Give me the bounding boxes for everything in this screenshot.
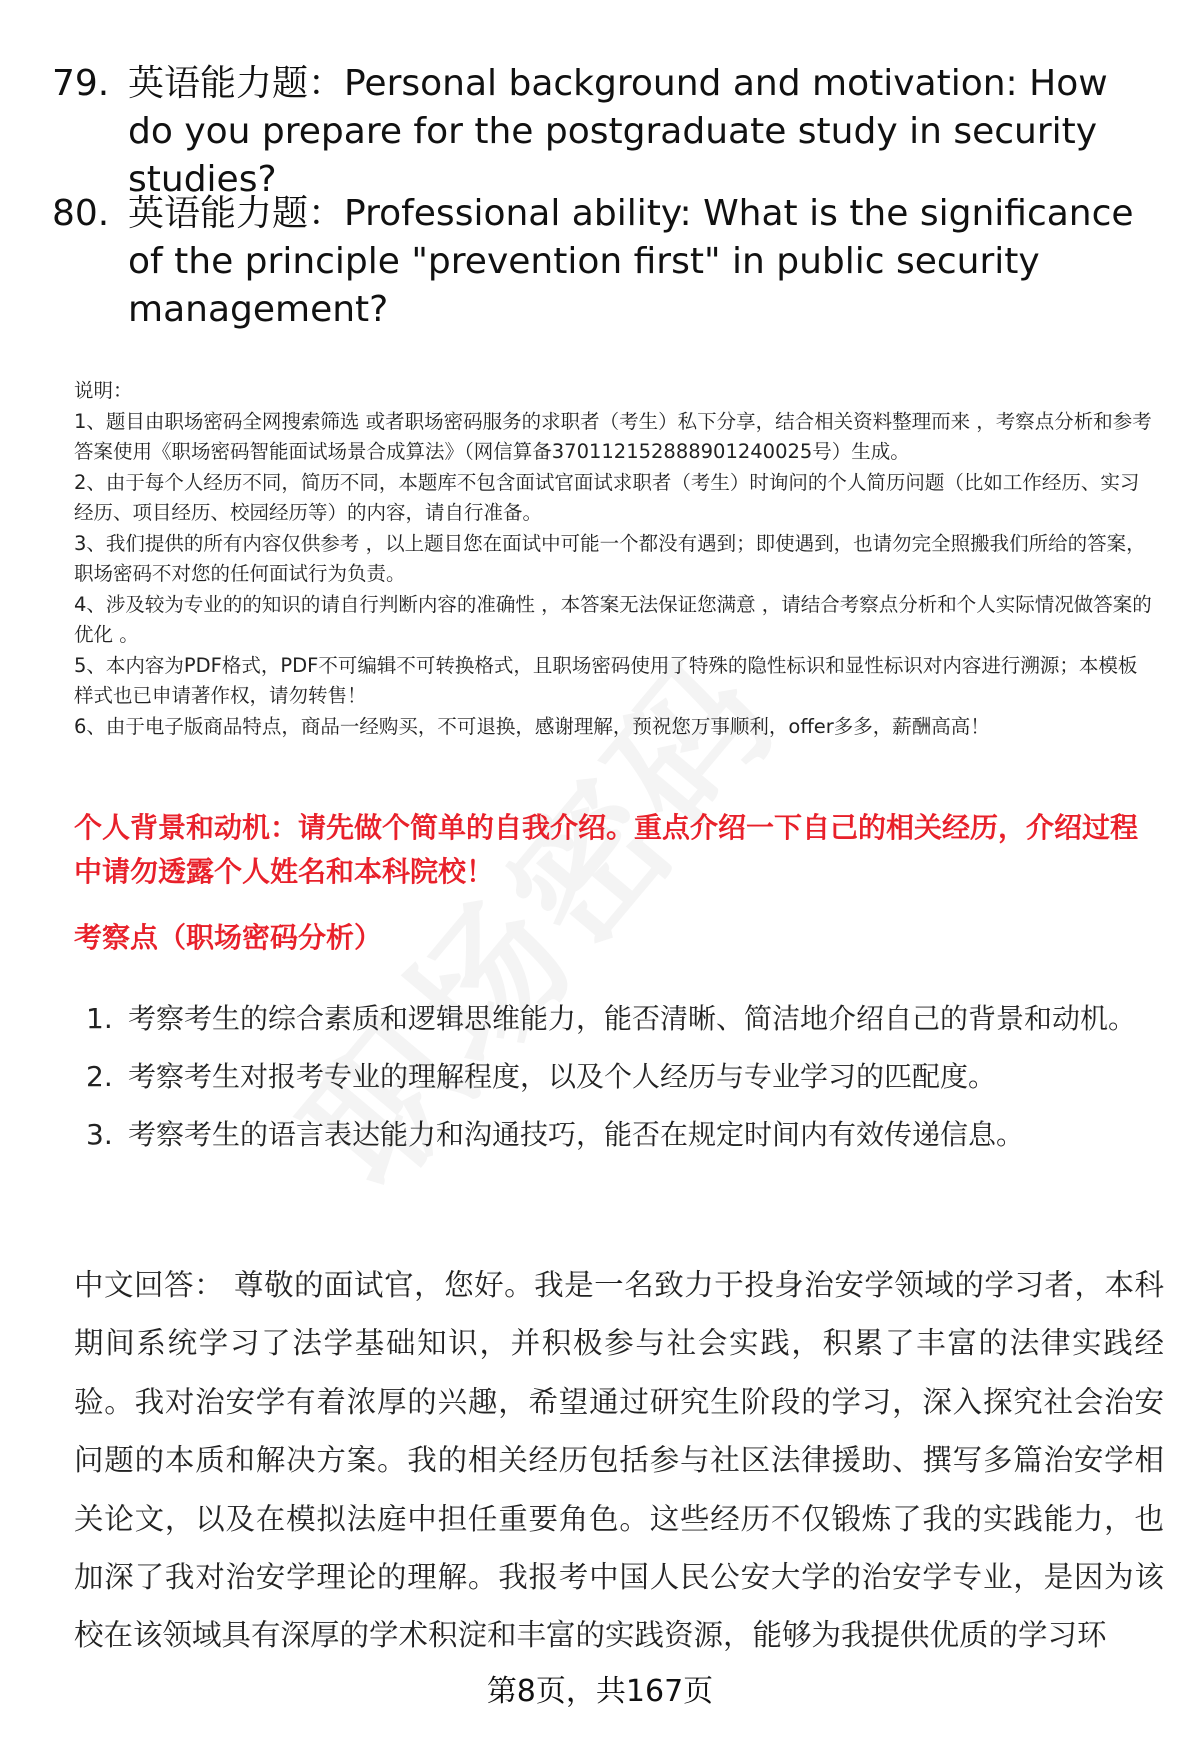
- question-text: 英语能力题：Professional ability: What is the significance of the principle "prevention first" in public security management?: [128, 193, 1134, 330]
- point-text: 考察考生的综合素质和逻辑思维能力，能否清晰、简洁地介绍自己的背景和动机。: [128, 1002, 1137, 1035]
- notes-heading: 说明：: [74, 379, 133, 402]
- point-number: 2.: [86, 1060, 113, 1093]
- notes-block: [74, 376, 1154, 742]
- question-title: 个人背景和动机：请先做个简单的自我介绍。重点介绍一下自己的相关经历，介绍过程中请勿透露个人姓名和本科院校！: [74, 811, 1139, 888]
- analysis-points: [74, 990, 1154, 1164]
- note-item: 2、由于每个人经历不同，简历不同，本题库不包含面试官面试求职者（考生）时询问的个人简历问题（比如工作经历、实习经历、项目经历、校园经历等）的内容，请自行准备。: [74, 470, 1140, 524]
- note-item: 6、由于电子版商品特点，商品一经购买，不可退换，感谢理解，预祝您万事顺利，offer多多，薪酬高高！: [74, 714, 990, 738]
- list-item: [74, 1048, 1154, 1106]
- point-text: 考察考生的语言表达能力和沟通技巧，能否在规定时间内有效传递信息。: [128, 1118, 1025, 1151]
- question-text: 英语能力题：Personal background and motivation: How do you prepare for the postgraduate study in security studies?: [128, 63, 1108, 200]
- answer-paragraph: 中文回答： 尊敬的面试官，您好。我是一名致力于投身治安学领域的学习者，本科期间系统学习了法学基础知识，并积极参与社会实践，积累了丰富的法律实践经验。我对治安学有着浓厚的兴趣，希望通过研究生阶段的学习，深入探究社会治安问题的本质和解决方案。我的相关经历包括参与社区法律援助、撰写多篇治安学相关论文，以及在模拟法庭中担任重要角色。这些经历不仅锻炼了我的实践能力，也加深了我对治安学理论的理解。我报考中国人民公安大学的治安学专业，是因为该校在该领域具有深厚的学术积淀和丰富的实践资源，能够为我提供优质的学习环: [74, 1268, 1164, 1653]
- question-79: [52, 60, 1152, 204]
- list-item: [74, 1106, 1154, 1164]
- point-number: 3.: [86, 1118, 113, 1151]
- question-number: 80.: [52, 193, 110, 234]
- analysis-heading: 考察点（职场密码分析）: [74, 921, 383, 954]
- question-80: [52, 190, 1152, 334]
- point-text: 考察考生对报考专业的理解程度，以及个人经历与专业学习的匹配度。: [128, 1060, 997, 1093]
- note-item: 4、涉及较为专业的的知识的请自行判断内容的准确性 ，本答案无法保证您满意 ，请结合考察点分析和个人实际情况做答案的优化 。: [74, 592, 1152, 646]
- list-item: [74, 990, 1154, 1048]
- note-item: 5、本内容为PDF格式，PDF不可编辑不可转换格式，且职场密码使用了特殊的隐性标识和显性标识对内容进行溯源；本模板样式也已申请著作权，请勿转售！: [74, 653, 1138, 707]
- page-number: 第8页，共167页: [486, 1674, 714, 1709]
- note-item: 1、题目由职场密码全网搜索筛选 或者职场密码服务的求职者（考生）私下分享，结合相关资料整理而来 ，考察点分析和参考答案使用《职场密码智能面试场景合成算法》（网信算备370112152888901240025号）生成。: [74, 409, 1152, 463]
- note-item: 3、我们提供的所有内容仅供参考 ，以上题目您在面试中可能一个都没有遇到；即使遇到，也请勿完全照搬我们所给的答案，职场密码不对您的任何面试行为负责。: [74, 531, 1146, 585]
- point-number: 1.: [86, 1002, 113, 1035]
- question-number: 79.: [52, 63, 110, 104]
